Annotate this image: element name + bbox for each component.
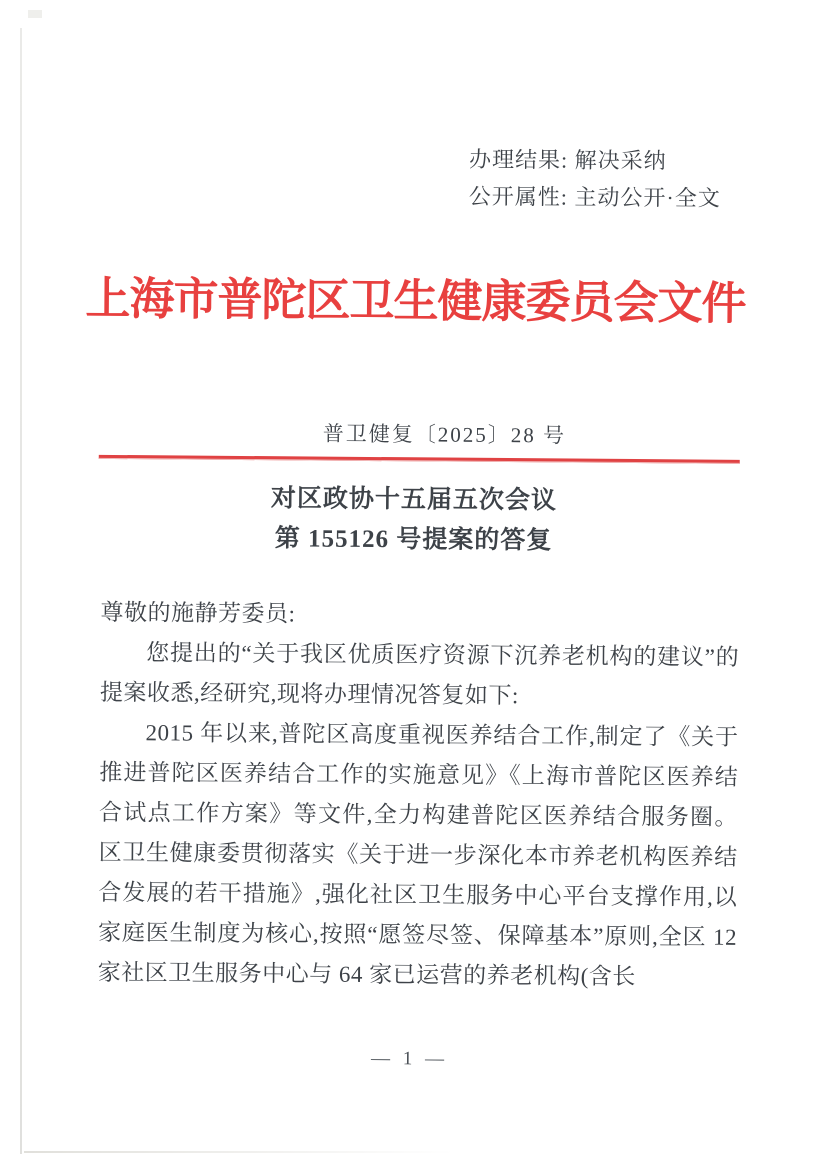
red-divider-line xyxy=(99,455,740,464)
handling-result-line: 办理结果: 解决采纳 xyxy=(469,146,667,174)
salutation: 尊敬的施静芳委员: xyxy=(100,599,296,627)
document-body xyxy=(98,593,740,998)
body-paragraph: 2015 年以来,普陀区高度重视医养结合工作,制定了《关于推进普陀区医养结合工作的实施意见》《上海市普陀区医养结合试点工作方案》等文件,全力构建普陀区医养结合服务圈。区卫生健康委贯彻落实《关于进一步深化本市养老机构医养结合发展的若干措施》,强化社区卫生服务中心平台支撑作用,以家庭医生制度为核心,按照“愿签尽签、保障基本”原则,全区 12 家社区卫生服务中心与 64 家已运营的养老机构(含长 xyxy=(97,720,739,990)
document-title-line2: 第 155126 号提案的答复 xyxy=(274,525,553,555)
agency-masthead: 上海市普陀区卫生健康委员会文件 xyxy=(85,273,746,329)
body-paragraph: 您提出的“关于我区优质医疗资源下沉养老机构的建议”的提案收悉,经研究,现将办理情况答复如下: xyxy=(99,640,740,709)
document-meta-block xyxy=(469,141,722,217)
document-title xyxy=(0,477,830,564)
publicity-attribute-line: 公开属性: 主动公开·全文 xyxy=(468,183,721,211)
page-number: — 1 — xyxy=(370,1047,449,1070)
document-reference-number: 普卫健复〔2025〕28 号 xyxy=(322,421,567,448)
document-title-line1: 对区政协十五届五次会议 xyxy=(270,485,558,515)
